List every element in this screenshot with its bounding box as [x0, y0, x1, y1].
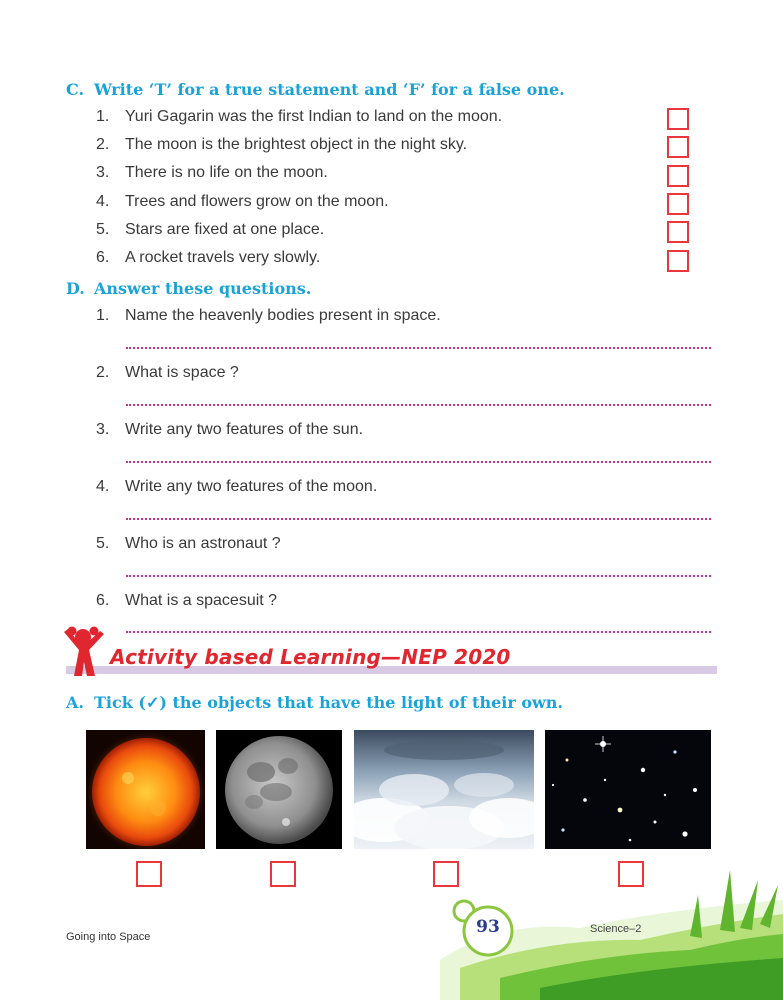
tick-box-sun[interactable] — [136, 861, 162, 887]
question-5 — [96, 535, 281, 553]
item-text: There is no life on the moon. — [125, 164, 328, 181]
item-number: 4. — [96, 193, 110, 210]
item-number: 4. — [96, 478, 110, 495]
statement-4 — [96, 193, 389, 211]
answer-line-2[interactable] — [126, 404, 711, 406]
sun-image — [86, 730, 205, 849]
answer-box-2[interactable] — [667, 136, 689, 158]
question-6 — [96, 592, 277, 610]
answer-box-3[interactable] — [667, 165, 689, 187]
answer-line-4[interactable] — [126, 518, 711, 520]
item-text: Name the heavenly bodies present in space. — [125, 307, 441, 324]
question-1 — [96, 307, 441, 325]
item-number: 5. — [96, 221, 110, 238]
answer-box-6[interactable] — [667, 250, 689, 272]
page-number: 93 — [476, 917, 500, 937]
statement-1 — [96, 108, 502, 126]
item-text: Trees and flowers grow on the moon. — [125, 193, 389, 210]
item-number: 5. — [96, 535, 110, 552]
item-number: 2. — [96, 364, 110, 381]
section-title: Answer these questions. — [94, 279, 312, 298]
answer-line-5[interactable] — [126, 575, 711, 577]
section-letter: A. — [66, 693, 84, 712]
item-number: 2. — [96, 136, 110, 153]
section-a-heading — [66, 693, 563, 712]
item-number: 3. — [96, 164, 110, 181]
answer-box-1[interactable] — [667, 108, 689, 130]
item-text: What is a spacesuit ? — [125, 592, 278, 609]
item-number: 3. — [96, 421, 110, 438]
stars-image — [545, 730, 711, 849]
statement-5 — [96, 221, 324, 239]
item-text: Who is an astronaut ? — [125, 535, 281, 552]
item-text: A rocket travels very slowly. — [125, 249, 321, 266]
item-text: What is space ? — [125, 364, 239, 381]
item-text: Write any two features of the moon. — [125, 478, 378, 495]
section-title: Tick (✓) the objects that have the light of their own. — [94, 693, 563, 712]
item-text: Yuri Gagarin was the first Indian to land on the moon. — [125, 108, 503, 125]
item-number: 6. — [96, 249, 110, 266]
section-d-heading — [66, 279, 311, 298]
section-c-heading — [66, 80, 565, 99]
answer-line-1[interactable] — [126, 347, 711, 349]
section-letter: C. — [66, 80, 85, 99]
chapter-name: Going into Space — [66, 931, 151, 943]
item-text: Write any two features of the sun. — [125, 421, 364, 438]
item-text: Stars are fixed at one place. — [125, 221, 325, 238]
item-number: 1. — [96, 307, 110, 324]
question-3 — [96, 421, 363, 439]
question-4 — [96, 478, 377, 496]
section-title: Write ‘T’ for a true statement and ‘F’ for a false one. — [94, 80, 565, 99]
statement-6 — [96, 249, 320, 267]
question-2 — [96, 364, 239, 382]
answer-line-6[interactable] — [126, 631, 711, 633]
answer-line-3[interactable] — [126, 461, 711, 463]
statement-2 — [96, 136, 467, 154]
moon-image — [216, 730, 342, 849]
item-number: 1. — [96, 108, 110, 125]
activity-mascot-icon — [58, 622, 110, 684]
answer-box-5[interactable] — [667, 221, 689, 243]
clouds-image — [354, 730, 534, 849]
answer-box-4[interactable] — [667, 193, 689, 215]
item-number: 6. — [96, 592, 110, 609]
tick-box-moon[interactable] — [270, 861, 296, 887]
book-name: Science–2 — [590, 923, 642, 935]
section-letter: D. — [66, 279, 85, 298]
statement-3 — [96, 164, 328, 182]
activity-title: Activity based Learning—NEP 2020 — [110, 645, 511, 669]
item-text: The moon is the brightest object in the night sky. — [125, 136, 468, 153]
